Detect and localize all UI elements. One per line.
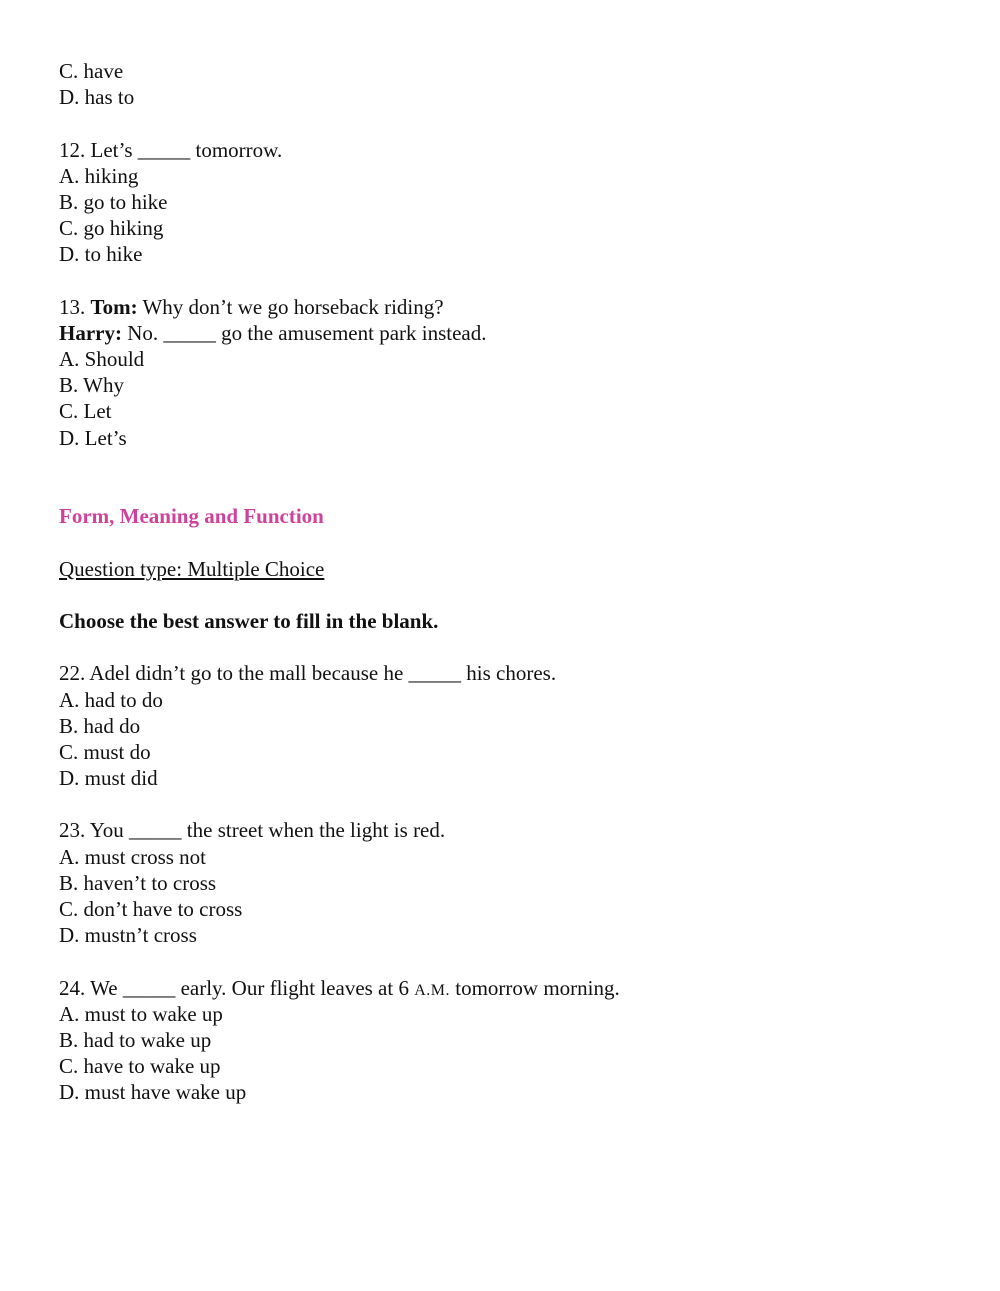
q13-speaker-harry: Harry: [59, 320, 122, 345]
q24-option-d: D. must have wake up [59, 1080, 247, 1105]
q23-option-a: A. must cross not [59, 844, 206, 869]
q22-stem: 22. Adel didn’t go to the mall because he _____ his chores. [59, 661, 557, 686]
q13-line-2: No. _____ go the amusement park instead. [127, 320, 487, 345]
section-title: Form, Meaning and Function [59, 504, 324, 529]
q24-stem-time: A.M. [414, 981, 450, 999]
q24-stem [59, 975, 959, 1001]
question-13 [59, 294, 959, 451]
question-22 [59, 660, 959, 791]
question-11-tail [59, 58, 959, 110]
q12-stem: 12. Let’s _____ tomorrow. [59, 137, 283, 162]
question-12 [59, 137, 959, 268]
q13-option-a: A. Should [59, 347, 145, 372]
q23-option-d: D. mustn’t cross [59, 923, 197, 948]
q22-option-b: B. had do [59, 713, 141, 738]
q13-line-1: Why don’t we go horseback riding? [142, 294, 444, 319]
q13-stem-line-1 [59, 294, 959, 320]
q22-option-d: D. must did [59, 766, 158, 791]
q22-option-c: C. must do [59, 739, 151, 764]
q24-option-a: A. must to wake up [59, 1001, 223, 1026]
q11-option-c: C. have [59, 59, 124, 83]
worksheet-page [59, 58, 959, 1106]
q13-stem-line-2 [59, 320, 959, 346]
q12-option-c: C. go hiking [59, 216, 164, 241]
q13-speaker-tom: Tom: [90, 294, 138, 319]
q23-option-c: C. don’t have to cross [59, 897, 243, 922]
question-24 [59, 975, 959, 1106]
q12-option-b: B. go to hike [59, 189, 168, 214]
q13-option-d: D. Let’s [59, 425, 127, 450]
q24-stem-post: tomorrow morning. [450, 975, 620, 1000]
q23-option-b: B. haven’t to cross [59, 870, 217, 895]
q13-option-b: B. Why [59, 373, 124, 398]
q13-number: 13. [59, 294, 86, 319]
question-23 [59, 817, 959, 948]
q23-stem: 23. You _____ the street when the light is red. [59, 818, 446, 843]
q22-option-a: A. had to do [59, 687, 163, 712]
q13-option-c: C. Let [59, 399, 112, 424]
q12-option-d: D. to hike [59, 242, 143, 267]
q24-stem-pre: 24. We _____ early. Our flight leaves at 6 [59, 975, 415, 1000]
q24-option-c: C. have to wake up [59, 1054, 221, 1079]
q24-option-b: B. had to wake up [59, 1027, 212, 1052]
instruction-text: Choose the best answer to fill in the blank. [59, 608, 439, 633]
q11-option-d: D. has to [59, 85, 135, 110]
q12-option-a: A. hiking [59, 163, 139, 188]
question-type-label: Question type: Multiple Choice [59, 556, 325, 581]
